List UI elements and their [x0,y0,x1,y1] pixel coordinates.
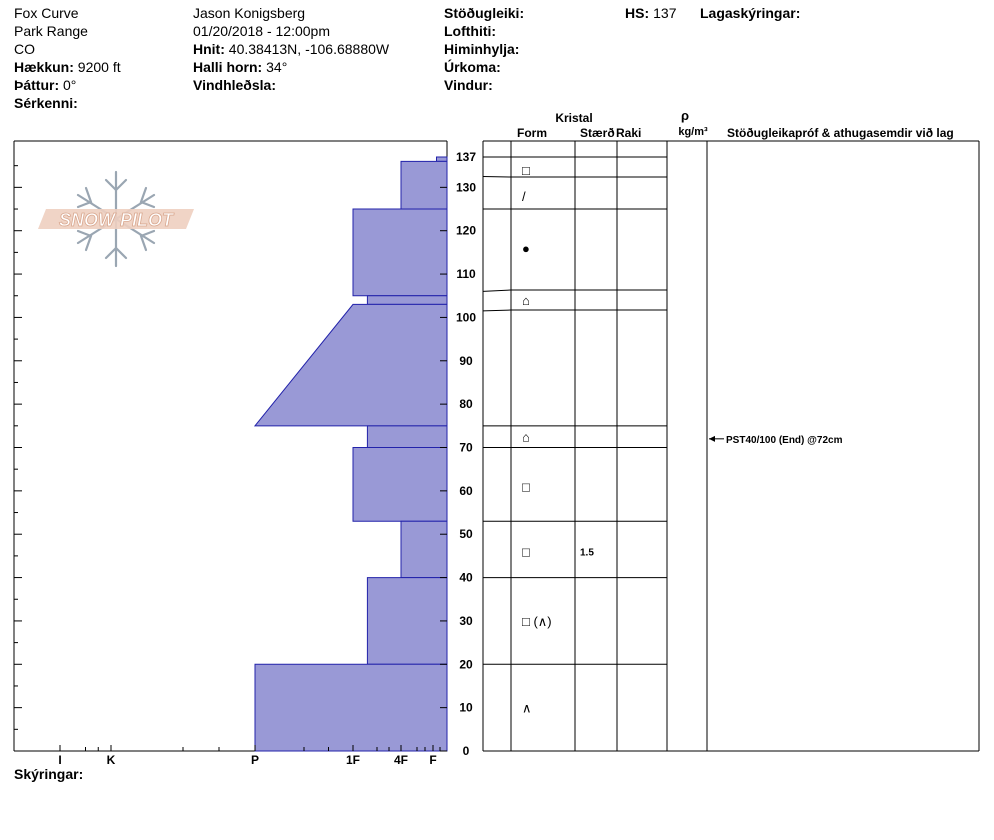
col-form: Form [517,126,547,140]
layers-group [255,157,447,751]
elevation-row: Hækkun: 9200 ft [14,59,121,75]
grain-symbols [522,163,552,716]
logo-text: SNOW PILOT [59,210,173,230]
height-tick-labels [456,150,476,758]
layer-table [483,141,979,751]
hardness-layer-3 [367,296,447,305]
grain-sizes [580,548,594,559]
hardness-layer-1 [401,161,447,209]
hs-label: HS: [625,5,650,21]
notes-label: Skýringar: [14,766,84,782]
hardness-tick-label: K [106,753,116,767]
test-arrow-head [709,436,715,442]
col-size: Stærð [580,126,615,140]
hs-value: 137 [653,5,677,21]
grain-symbol: □ (∧) [522,613,552,629]
range-name: Park Range [14,23,88,39]
grain-symbol: □ [522,163,530,179]
hardness-tick-label: F [429,753,437,767]
height-tick-label: 120 [455,223,477,238]
height-tick-label: 30 [459,613,473,628]
height-tick-label: 80 [459,397,473,412]
grain-symbol: ⌂ [522,429,530,445]
wind-label: Vindur: [444,77,493,93]
grain-symbol: ● [522,241,530,257]
precip-label: Úrkoma: [444,59,501,75]
hardness-tick-label: I [58,753,62,767]
snowpilot-logo [38,172,194,266]
height-tick-label: 110 [456,267,476,282]
height-tick-label: 130 [455,180,477,195]
hardness-layer-4 [255,304,447,425]
grain-symbol: ∧ [522,700,532,716]
coords-row: Hnit: 40.38413N, -106.68880W [193,41,390,57]
boundary-connector [483,310,511,311]
height-tick-label: 100 [455,310,477,325]
stability-tests [709,435,843,446]
height-tick-label: 50 [459,527,473,542]
grain-symbol: □ [522,479,530,495]
wind-loading-row: Vindhleðsla: [193,77,276,93]
hardness-layer-5 [367,426,447,448]
height-tick-label: 0 [462,744,470,758]
grain-size-value: 1.5 [580,547,594,559]
state-name: CO [14,41,35,57]
hardness-layer-9 [255,664,447,751]
air-temp-label: Lofthiti: [444,23,497,39]
features-row: Sérkenni: [14,95,78,111]
col-crystal: Kristal [555,111,593,125]
height-tick-label: 20 [459,657,473,672]
height-tick-label: 60 [459,483,473,498]
aspect-row: Þáttur: 0° [14,77,77,93]
sky-label: Himinhylja: [444,41,520,57]
layer-notes-label: Lagaskýringar: [700,5,801,21]
hardness-layer-7 [401,521,447,577]
height-tick-label: 90 [459,353,473,368]
hardness-layer-2 [353,209,447,296]
slope-row: Halli horn: 34° [193,59,288,75]
hardness-layer-6 [353,447,447,521]
height-tick-label: 137 [455,150,477,164]
col-density-symbol: ρ [680,108,690,123]
hardness-tick-label: 4F [393,753,409,767]
slope-value: 34° [266,59,288,75]
grain-symbol: / [522,189,526,205]
location-name: Fox Curve [14,5,79,21]
hardness-tick-label: 1F [345,753,361,767]
hardness-tick-label: P [250,753,260,767]
height-tick-label: 40 [459,570,473,585]
test-result: PST40/100 (End) @72cm [726,434,843,446]
observation-datetime: 01/20/2018 - 12:00pm [193,23,330,39]
observer-name: Jason Konigsberg [193,5,306,21]
col-density-unit: kg/m³ [678,126,708,138]
col-comments: Stöðugleikapróf & athugasemdir við lag [727,126,954,140]
coords-value: 40.38413N, -106.68880W [228,41,390,57]
grain-symbol: □ [522,544,530,560]
elevation-value: 9200 ft [77,59,121,75]
stability-label: Stöðugleiki: [444,5,525,21]
height-tick-label: 10 [459,700,473,715]
boundary-connector [483,290,511,291]
height-tick-label: 70 [459,440,473,455]
aspect-value: 0° [63,77,77,93]
col-moisture: Raki [616,126,642,140]
grain-symbol: ⌂ [522,293,530,309]
hardness-layer-8 [367,578,447,665]
hardness-layer-0 [437,157,448,161]
